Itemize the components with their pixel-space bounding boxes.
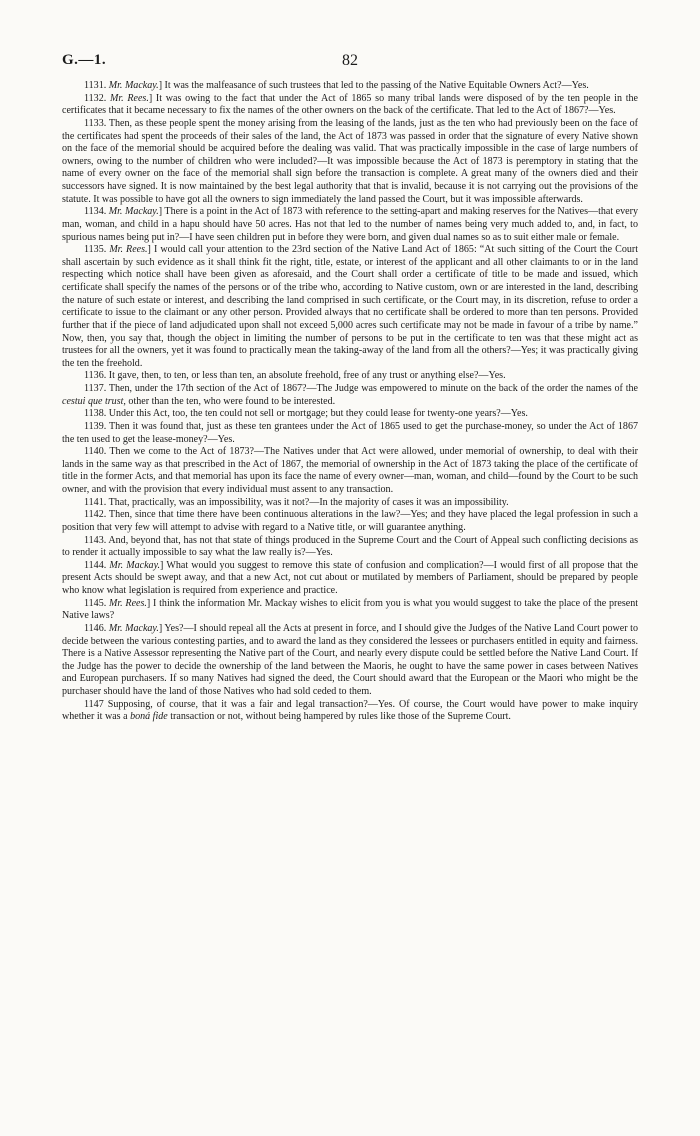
testimony-paragraph [62, 408, 638, 421]
testimony-paragraph [62, 118, 638, 206]
paragraph-text: 1134. [84, 206, 109, 218]
testimony-paragraph [62, 244, 638, 370]
paragraph-text: ] It was the malfeasance of such trustees that led to the passing of the Native Equitable Owners Act?—Yes. [158, 80, 589, 91]
italic-text: Mr. Mackay. [108, 80, 159, 91]
testimony-paragraph [62, 446, 638, 497]
paragraph-text: transaction or not, without being hampered by rules like those of the Supreme Court. [167, 711, 511, 723]
paragraph-text: 1147 Supposing, of course, that it was a fair and legal transaction?—Yes. Of course, the Court would have power to make inquiry whether it was a [62, 698, 638, 723]
paragraph-text: ] It was owing to the fact that under the Act of 1865 so many tribal lands were disposed of by the ten people in the certificates that it became necessary to fix the names of the other owners on the back of the certificate. That led to the Act of 1867?—Yes. [62, 92, 638, 117]
paragraph-text: ] There is a point in the Act of 1873 with reference to the setting-apart and making reserves for the Natives—that every man, woman, and child in a hapu should have 50 acres. Has not that led to the number of names being very much added to, and, in fact, to spurious names being put in?—I have seen children put in before they were born, and given dual names so as to suit either male or female. [62, 206, 638, 243]
testimony-paragraph [62, 206, 638, 244]
document-body [62, 80, 638, 724]
page-header [62, 52, 638, 74]
paragraph-text: ] I would call your attention to the 23rd section of the Native Land Act of 1865: “At such sitting of the Court the Court shall ascertain by such evidence as it shall think fit the right, title, estate, or interest of the applicant and all other claimants to or in the land respecting which notice shall have been given as aforesaid, and the Court shall order a certificate of title to be made and issued, which certificate shall specify the names of the persons or of the tribe who, according to Native custom, own or are interested in the land, describing the nature of such estate or interest, and describing the land comprised in such certificate, or the Court may, in its discretion, refuse to order a certificate to issue to the claimant or any other person. Provided always that no certificate shall be ordered to more than ten persons. Provided further that if the piece of land adjudicated upon shall not exceed 5,000 acres such certificate may not be made in favour of a tribe by name.” Now, then, you say that, though the object in limiting the number of persons to be put in the certificate to ten was that these might act as trustees for all the owners, yet it was found to practically mean the taking-away of the land from all the others?—Yes; it was practically giving the ten the freehold. [62, 244, 639, 369]
paragraph-text: 1138. Under this Act, too, the ten could not sell or mortgage; but they could lease for twenty-one years?—Yes. [84, 408, 528, 420]
paragraph-text: 1133. Then, as these people spent the money arising from the leasing of the lands, just as the ten who had previously been on the face of the certificates had spent the proceeds of their sales of the land, the Act of 1873 was passed in order that the signature of every Native shown on the face of the memorial should be acquired before the dealing was valid. That was practically impossible in the case of large numbers of owners, owing to the number of children who were included?—It was impossible because the Act of 1873 is peremptory in stating that the name of every owner on the face of the memorial shall sign before the transaction is complete. A great many of the owners died and their successors have signed. It is now maintained by the best legal authority that that is invalid, because it is not carrying out the provisions of the statute. It was possible to have got all the owners to sign immediately the land passed the Court, but it was impossible afterwards. [62, 117, 638, 205]
paragraph-text: 1142. Then, since that time there have been continuous alterations in the law?—Yes; and they have placed the legal profession in such a position that very few will attempt to advise with regard to a Native title, or will guarantee anything. [62, 509, 638, 533]
italic-text: Mr. Rees. [109, 597, 147, 609]
testimony-paragraph [62, 421, 638, 446]
testimony-paragraph [62, 535, 638, 560]
paragraph-text: 1136. It gave, then, to ten, or less than ten, an absolute freehold, free of any trust or anything else?—Yes. [84, 370, 506, 382]
italic-text: Mr. Rees. [109, 244, 148, 256]
paragraph-text: ] What would you suggest to remove this state of confusion and complication?—I would first of all propose that the present Acts should be swept away, and that a new Act, not cut about or mutilated by members of Parliament, should be prepared by people who know what legislation is required from experience and practice. [62, 559, 638, 596]
paragraph-text: ] Yes?—I should repeal all the Acts at present in force, and I should give the Judges of the Native Land Court power to decide between the various contesting parties, and to award the land as they considered the lessees or purchasers entitled in equity and fairness. There is a Native Assessor representing the Native part of the Court, and nearly every dispute could be settled before the Native Land Court. If the Judge has the power to decide the ownership of the land between the Maoris, he ought to have the same power in cases between Natives and European purchasers. If so many Natives had signed the deed, the Court should award that the European or the Maori who might be the purchaser should have the land of those Natives who had sold ceded to them. [62, 622, 639, 697]
paragraph-text: 1132. [84, 92, 110, 104]
testimony-paragraph [62, 699, 638, 724]
paragraph-text: 1131. [84, 80, 109, 91]
testimony-paragraph [62, 623, 638, 699]
paragraph-text: ] I think the information Mr. Mackay wishes to elicit from you is what you would suggest to take the place of the present Native laws? [62, 597, 639, 622]
paragraph-text: 1137. Then, under the 17th section of the Act of 1867?—The Judge was empowered to minute on the back of the order the names of the [84, 383, 638, 394]
testimony-paragraph [62, 509, 638, 534]
testimony-paragraph [62, 80, 638, 93]
document-code: G.—1. [62, 52, 107, 68]
paragraph-text: 1135. [84, 244, 110, 256]
italic-text: cestui que trust [62, 395, 124, 407]
paragraph-text: 1141. That, practically, was an impossibility, was it not?—In the majority of cases it was an impossibility. [84, 496, 509, 508]
paragraph-text: 1144. [84, 559, 110, 571]
italic-text: boná fide [130, 711, 168, 723]
paragraph-text: 1140. Then we come to the Act of 1873?—The Natives under that Act were allowed, under memorial of ownership, to deal with their lands in the same way as that prescribed in the Act of 1867, the memorial of ownership in the Act of 1873 taking the place of the certificate of title in the former Acts, and that memorial has upon its face the name of every owner—man, woman, and child—found by the Court to be such owner, and with the provision that every individual must assent to any transaction. [62, 446, 638, 495]
testimony-paragraph [62, 93, 638, 118]
italic-text: Mr. Mackay. [108, 622, 159, 634]
paragraph-text: , other than the ten, who were found to be interested. [123, 395, 336, 407]
testimony-paragraph [62, 560, 638, 598]
page-number: 82 [342, 52, 358, 69]
testimony-paragraph [62, 598, 638, 623]
testimony-paragraph [62, 383, 638, 408]
testimony-paragraph [62, 370, 638, 383]
paragraph-text: 1145. [84, 597, 109, 609]
paragraph-text: 1146. [84, 622, 109, 634]
paragraph-text: 1139. Then it was found that, just as these ten grantees under the Act of 1865 used to get the purchase-money, so under the Act of 1867 the ten used to get the lease-money?—Yes. [62, 420, 638, 445]
italic-text: Mr. Rees. [109, 92, 149, 104]
italic-text: Mr. Mackay. [108, 206, 159, 218]
testimony-paragraph [62, 497, 638, 510]
paragraph-text: 1143. And, beyond that, has not that state of things produced in the Supreme Court and the Court of Appeal such conflicting decisions as to render it actually impossible to say what the law really is?—Yes. [62, 534, 638, 559]
italic-text: Mr. Mackay. [109, 559, 161, 571]
